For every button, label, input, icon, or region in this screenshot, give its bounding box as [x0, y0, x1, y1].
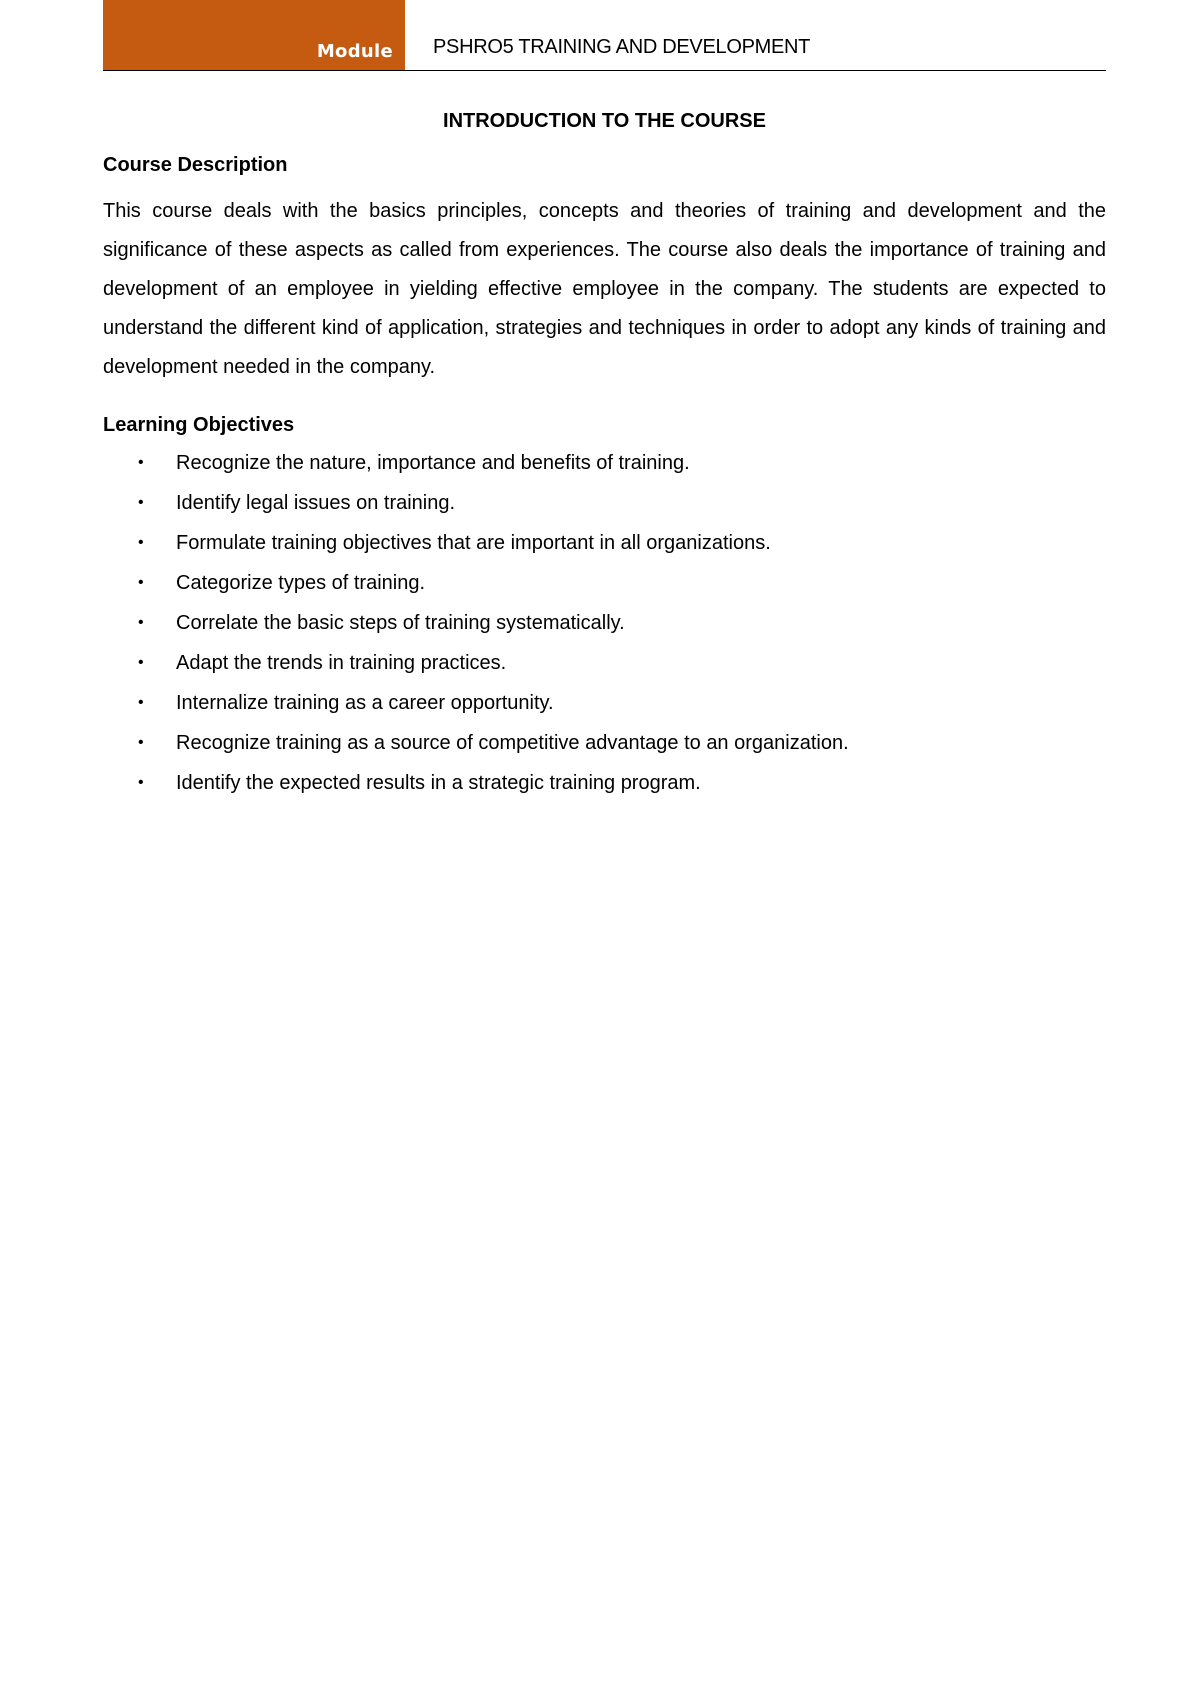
course-title: PSHRO5 TRAINING AND DEVELOPMENT	[433, 36, 811, 58]
list-item	[103, 723, 1106, 763]
objective-text: Formulate training objectives that are important in all organizations.	[176, 532, 771, 554]
list-item	[103, 763, 1106, 803]
objective-text: Identify the expected results in a strategic training program.	[176, 772, 701, 794]
objective-text: Recognize training as a source of competitive advantage to an organization.	[176, 732, 849, 754]
list-item	[103, 643, 1106, 683]
bullet-icon: •	[138, 774, 144, 791]
list-item	[103, 483, 1106, 523]
module-label: Module	[316, 41, 393, 62]
learning-objectives-heading: Learning Objectives	[103, 414, 295, 436]
list-item	[103, 523, 1106, 563]
bullet-icon: •	[138, 614, 144, 631]
course-description-heading: Course Description	[103, 154, 288, 176]
course-description-text: This course deals with the basics principles, concepts and theories of training and development and the significance of these aspects as called from experiences. The course also deals the importance of training and development of an employee in yielding effective employee in the company. The students are expected to understand the different kind of application, strategies and techniques in order to adopt any kinds of training and development needed in the company.	[103, 200, 1106, 378]
bullet-icon: •	[138, 494, 144, 511]
objective-text: Recognize the nature, importance and benefits of training.	[176, 452, 690, 474]
document-body	[103, 100, 1106, 803]
objective-text: Identify legal issues on training.	[176, 492, 456, 514]
objective-text: Categorize types of training.	[176, 572, 426, 594]
bullet-icon: •	[138, 454, 144, 471]
list-item	[103, 603, 1106, 643]
bullet-icon: •	[138, 534, 144, 551]
header-divider	[103, 70, 1106, 71]
list-item	[103, 563, 1106, 603]
objective-text: Correlate the basic steps of training systematically.	[176, 612, 625, 634]
objective-text: Adapt the trends in training practices.	[176, 652, 507, 674]
list-item	[103, 443, 1106, 483]
objective-text: Internalize training as a career opportunity.	[176, 692, 554, 714]
document-title: INTRODUCTION TO THE COURSE	[443, 110, 766, 132]
bullet-icon: •	[138, 654, 144, 671]
bullet-icon: •	[138, 734, 144, 751]
learning-objectives-list	[103, 443, 1106, 803]
bullet-icon: •	[138, 574, 144, 591]
page-header	[103, 0, 1106, 71]
module-tab	[103, 0, 405, 71]
bullet-icon: •	[138, 694, 144, 711]
list-item	[103, 683, 1106, 723]
